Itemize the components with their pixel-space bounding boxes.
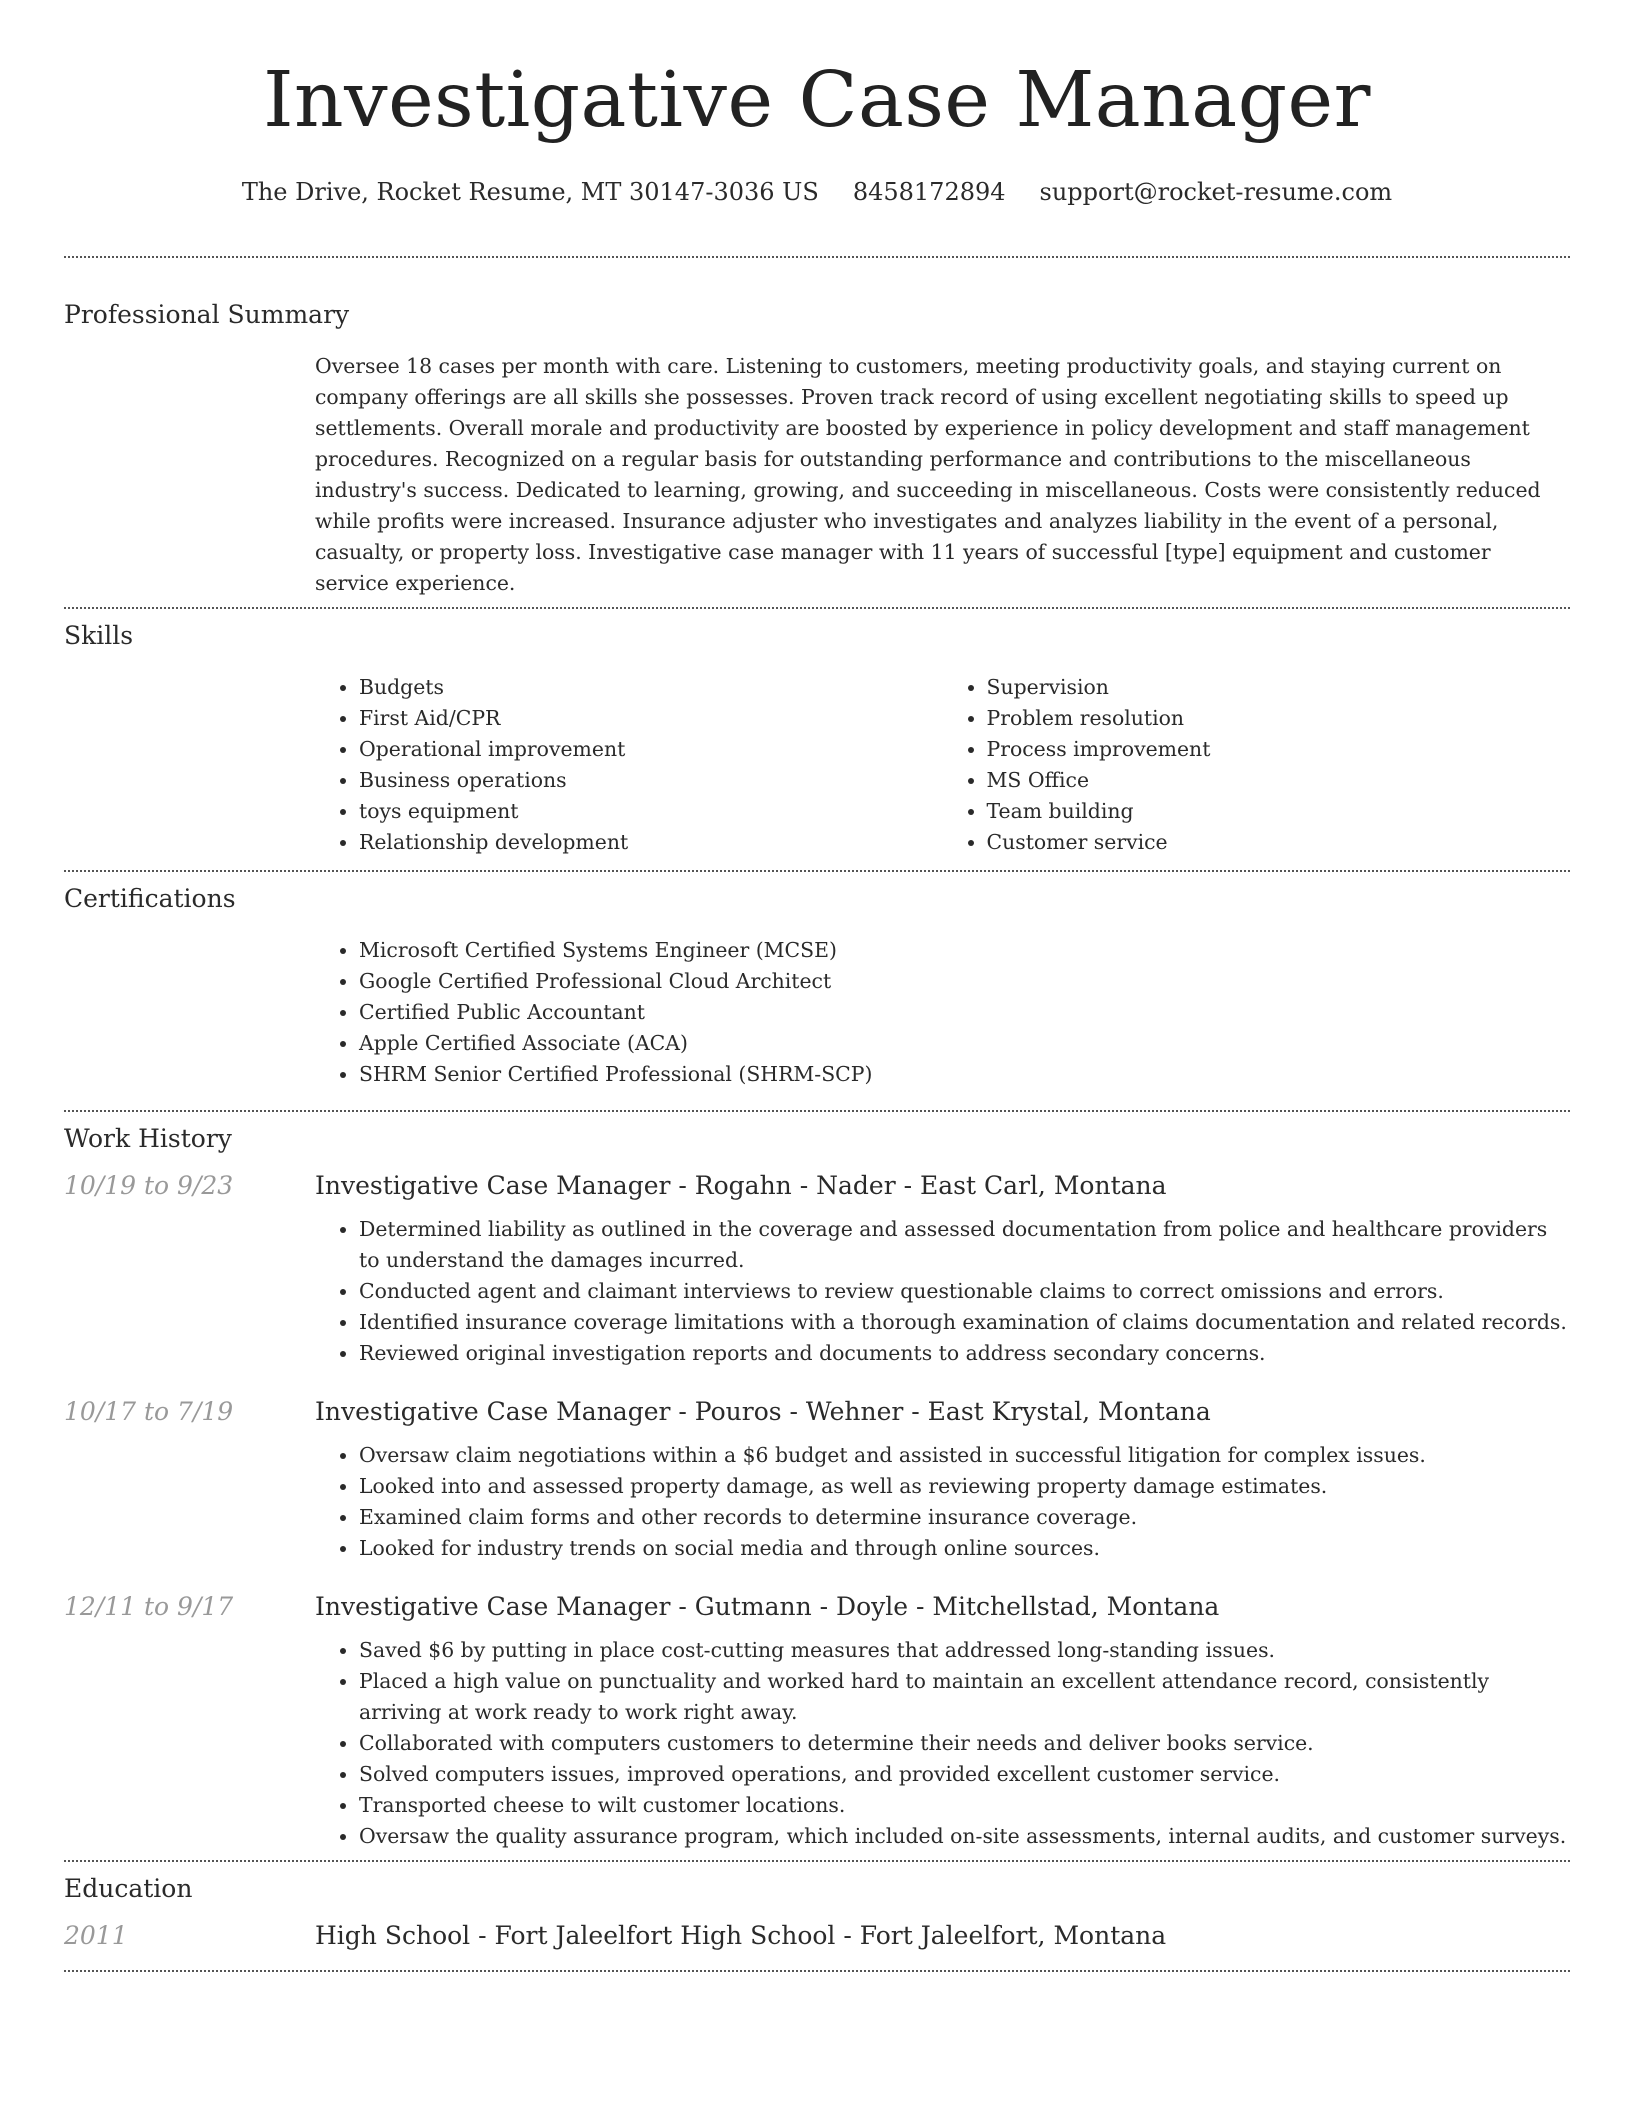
- skills-heading: Skills: [64, 621, 134, 650]
- job-bullet: • Identified insurance coverage limitations with a thorough examination of claims documentation and related records.: [359, 1307, 1570, 1338]
- certification-item: • Certified Public Accountant: [359, 997, 1570, 1028]
- job-bullet: • Transported cheese to wilt customer locations.: [359, 1790, 1570, 1821]
- skills-column-left: [315, 672, 943, 858]
- job-bullets: [315, 1214, 1570, 1369]
- work-history-divider: [64, 1860, 1570, 1862]
- skill-item: • Process improvement: [987, 734, 1571, 765]
- job-bullets: [315, 1440, 1570, 1564]
- summary-heading: Professional Summary: [64, 300, 350, 329]
- resume-page: [64, 0, 1570, 1972]
- job-bullet: • Conducted agent and claimant interviews to review questionable claims to correct omissions and errors.: [359, 1276, 1570, 1307]
- summary-text: Oversee 18 cases per month with care. Listening to customers, meeting productivity goals, and staying current on company offerings are all skills she possesses. Proven track record of using excellent negotiating skills to speed up settlements. Overall morale and productivity are boosted by experience in policy development and staff management procedures. Recognized on a regular basis for outstanding performance and contributions to the miscellaneous industry's success. Dedicated to learning, growing, and succeeding in miscellaneous. Costs were consistently reduced while profits were increased. Insurance adjuster who investigates and analyzes liability in the event of a personal, casualty, or property loss. Investigative case manager with 11 years of successful [type] equipment and customer service experience.: [315, 354, 1541, 595]
- certifications-divider: [64, 1110, 1570, 1112]
- education-year: 2011: [64, 1921, 128, 1950]
- job-bullet: • Placed a high value on punctuality and worked hard to maintain an excellent attendance record, consistently arriving at work ready to work right away.: [359, 1666, 1570, 1728]
- skill-item: • MS Office: [987, 765, 1571, 796]
- contact-line: [64, 177, 1570, 207]
- job-bullet: • Oversaw claim negotiations within a $6 budget and assisted in successful litigation for complex issues.: [359, 1440, 1570, 1471]
- job-bullet: • Collaborated with computers customers to determine their needs and deliver books service.: [359, 1728, 1570, 1759]
- education-details: High School - Fort Jaleelfort High School - Fort Jaleelfort, Montana: [315, 1921, 1167, 1950]
- job-bullet: • Looked for industry trends on social media and through online sources.: [359, 1533, 1570, 1564]
- job-dates: 10/17 to 7/19: [64, 1397, 234, 1426]
- job-bullet: • Examined claim forms and other records to determine insurance coverage.: [359, 1502, 1570, 1533]
- skill-item: • Problem resolution: [987, 703, 1571, 734]
- job-bullet: • Reviewed original investigation reports and documents to address secondary concerns.: [359, 1338, 1570, 1369]
- certification-item: • Google Certified Professional Cloud Architect: [359, 966, 1570, 997]
- certification-item: • Apple Certified Associate (ACA): [359, 1028, 1570, 1059]
- job-title: Investigative Case Manager - Gutmann - Doyle - Mitchellstad, Montana: [315, 1592, 1220, 1621]
- skill-item: • First Aid/CPR: [359, 703, 943, 734]
- skill-item: • Supervision: [987, 672, 1571, 703]
- job-entry: [64, 1592, 1570, 1852]
- education-divider: [64, 1970, 1570, 1972]
- skills-divider: [64, 870, 1570, 872]
- skills-column-right: [943, 672, 1571, 858]
- contact-phone: 8458172894: [852, 178, 1006, 206]
- job-entry: [64, 1397, 1570, 1564]
- education-heading: Education: [64, 1874, 193, 1903]
- job-bullet: • Determined liability as outlined in the coverage and assessed documentation from police and healthcare providers to understand the damages incurred.: [359, 1214, 1570, 1276]
- work-history-heading: Work History: [64, 1124, 232, 1153]
- job-bullet: • Saved $6 by putting in place cost-cutting measures that addressed long-standing issues.: [359, 1635, 1570, 1666]
- contact-email[interactable]: support@rocket-resume.com: [1039, 178, 1393, 206]
- job-bullet: • Solved computers issues, improved operations, and provided excellent customer service.: [359, 1759, 1570, 1790]
- skill-item: • Team building: [987, 796, 1571, 827]
- job-title: Investigative Case Manager - Rogahn - Nader - East Carl, Montana: [315, 1171, 1167, 1200]
- skill-item: • toys equipment: [359, 796, 943, 827]
- skill-item: • Operational improvement: [359, 734, 943, 765]
- skills-list: [315, 672, 1570, 858]
- skill-item: • Relationship development: [359, 827, 943, 858]
- job-dates: 10/19 to 9/23: [64, 1171, 234, 1200]
- certifications-list: [315, 935, 1570, 1090]
- skill-item: • Budgets: [359, 672, 943, 703]
- job-dates: 12/11 to 9/17: [64, 1592, 234, 1621]
- contact-address: The Drive, Rocket Resume, MT 30147-3036 US: [241, 178, 819, 206]
- job-bullets: [315, 1635, 1570, 1852]
- candidate-name: Investigative Case Manager: [263, 56, 1371, 145]
- skill-item: • Business operations: [359, 765, 943, 796]
- skill-item: • Customer service: [987, 827, 1571, 858]
- certification-item: • SHRM Senior Certified Professional (SHRM-SCP): [359, 1059, 1570, 1090]
- header-divider: [64, 256, 1570, 258]
- certification-item: • Microsoft Certified Systems Engineer (MCSE): [359, 935, 1570, 966]
- job-bullet: • Oversaw the quality assurance program, which included on-site assessments, internal audits, and customer surveys.: [359, 1821, 1570, 1852]
- certifications-heading: Certifications: [64, 884, 236, 913]
- job-entry: [64, 1171, 1570, 1369]
- job-title: Investigative Case Manager - Pouros - Wehner - East Krystal, Montana: [315, 1397, 1211, 1426]
- job-bullet: • Looked into and assessed property damage, as well as reviewing property damage estimates.: [359, 1471, 1570, 1502]
- summary-divider: [64, 607, 1570, 609]
- education-entry: [64, 1921, 1570, 1950]
